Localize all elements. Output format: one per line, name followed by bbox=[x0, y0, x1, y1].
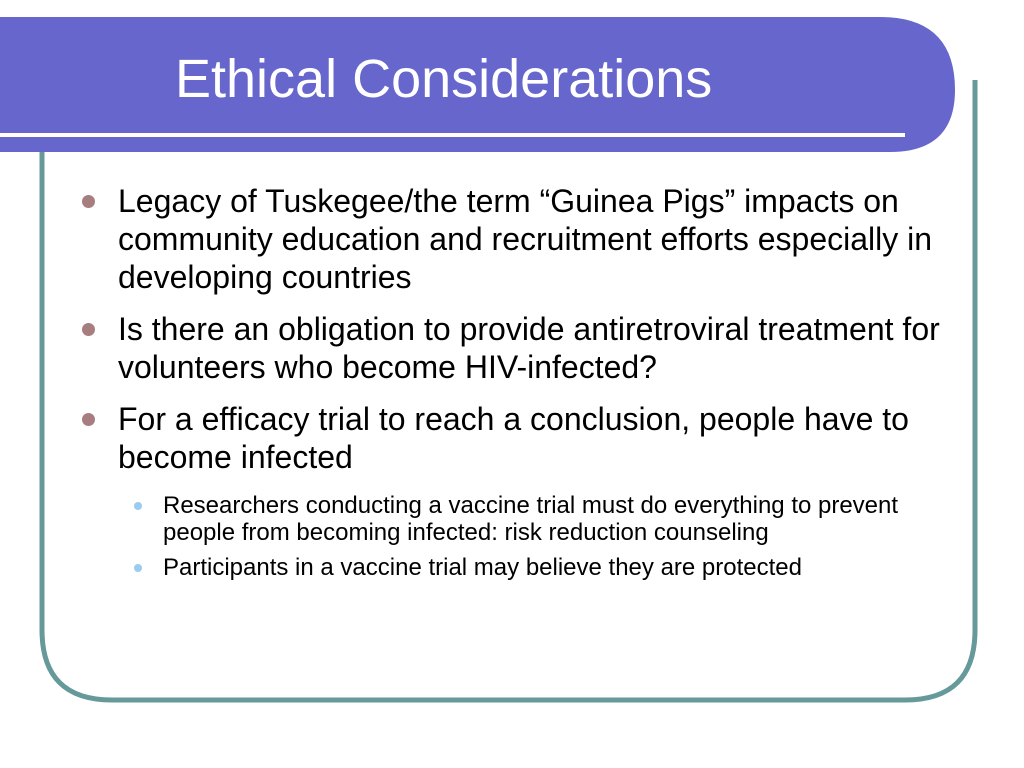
bullet-dot-icon bbox=[82, 413, 95, 426]
title-underline bbox=[0, 133, 905, 137]
bullet-item bbox=[80, 310, 965, 386]
sub-bullet-item bbox=[80, 554, 965, 581]
sub-bullet-text: Participants in a vaccine trial may believe they are protected bbox=[163, 554, 802, 581]
bullet-text: For a efficacy trial to reach a conclusion, people have to become infected bbox=[118, 401, 909, 475]
sub-bullet-dot-icon bbox=[134, 564, 142, 572]
sub-bullet-text: Researchers conducting a vaccine trial must do everything to prevent people from becoming infected: risk reduction counseling bbox=[163, 492, 899, 546]
sub-bullet-list bbox=[80, 492, 965, 581]
sub-bullet-dot-icon bbox=[134, 502, 142, 510]
slide-title: Ethical Considerations bbox=[175, 49, 713, 109]
sub-bullet-item bbox=[80, 492, 965, 546]
bullet-item bbox=[80, 182, 965, 296]
bullet-text: Legacy of Tuskegee/the term “Guinea Pigs” impacts on community education and recruitment efforts especially in developing countries bbox=[118, 183, 933, 295]
bullet-item bbox=[80, 400, 965, 581]
bullet-text: Is there an obligation to provide antiretroviral treatment for volunteers who become HIV-infected? bbox=[118, 311, 940, 385]
bullet-dot-icon bbox=[82, 195, 95, 208]
bullet-list bbox=[80, 182, 965, 595]
bullet-dot-icon bbox=[82, 323, 95, 336]
